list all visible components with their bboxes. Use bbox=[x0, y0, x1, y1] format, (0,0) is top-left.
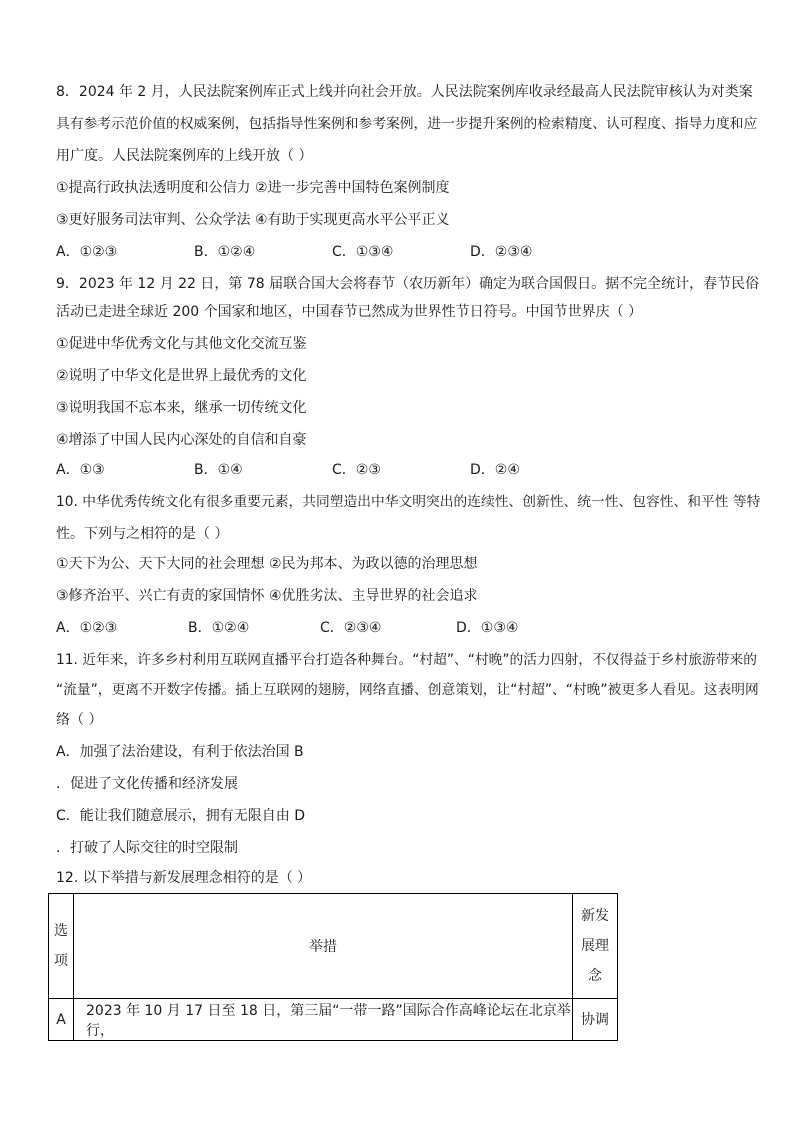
q11-option-d-text: ．打破了人际交往的时空限制 bbox=[56, 840, 238, 856]
q8-option-d: D．②③④ bbox=[470, 244, 533, 260]
header-concept-line-3: 念 bbox=[588, 968, 602, 984]
q10-option-c: C．②③④ bbox=[320, 620, 382, 636]
q10-option-a: A．①②③ bbox=[56, 620, 118, 636]
header-measure-cell bbox=[74, 894, 573, 999]
header-option-cell bbox=[49, 894, 74, 999]
row-concept-cell: 协调 bbox=[573, 999, 618, 1041]
q9-option-c: C．②③ bbox=[332, 462, 381, 478]
q9-option-b: B．①④ bbox=[194, 462, 243, 478]
q8-option-a: A．①②③ bbox=[56, 244, 118, 260]
q10-statement-2: ③修齐治平、兴亡有责的家国情怀 ④优胜劣汰、主导世界的社会追求 bbox=[56, 588, 478, 604]
q9-option-d: D．②④ bbox=[470, 462, 520, 478]
q9-line-1: 9．2023 年 12 月 22 日，第 78 届联合国大会将春节（农历新年）确定为联合国假日。据不完全统计，春节民俗 bbox=[56, 276, 760, 292]
q9-statement-2: ②说明了中华文化是世界上最优秀的文化 bbox=[56, 368, 307, 384]
q10-line-2: 性。下列与之相符的是（ ） bbox=[56, 526, 229, 542]
q11-line-1: 11. 近年来，许多乡村利用互联网直播平台打造各种舞台。“村超”、“村晚”的活力四射，不仅得益于乡村旅游带来的 bbox=[56, 652, 757, 668]
table-row bbox=[49, 999, 618, 1041]
q8-option-b: B．①②④ bbox=[194, 244, 256, 260]
row-measure-text: 2023 年 10 月 17 日至 18 日，第三届“一带一路”国际合作高峰论坛在北京举行， bbox=[86, 1002, 571, 1039]
header-measure-label: 举措 bbox=[309, 939, 337, 955]
header-option-char-1: 选 bbox=[54, 923, 68, 939]
q9-statement-1: ①促进中华优秀文化与其他文化交流互鉴 bbox=[56, 336, 307, 352]
q12-table bbox=[48, 893, 618, 1041]
table-header-row bbox=[49, 894, 618, 999]
q12-stem: 12. 以下举措与新发展理念相符的是（ ） bbox=[56, 870, 312, 886]
q11-option-b-text: ．促进了文化传播和经济发展 bbox=[56, 776, 238, 792]
q8-line-2: 具有参考示范价值的权威案例，包括指导性案例和参考案例，进一步提升案例的检索精度、认可程度、指导力度和应 bbox=[56, 116, 758, 132]
q10-statement-1: ①天下为公、天下大同的社会理想 ②民为邦本、为政以德的治理思想 bbox=[56, 556, 478, 572]
q9-statement-4: ④增添了中国人民内心深处的自信和自豪 bbox=[56, 432, 307, 448]
q11-line-3: 络（ ） bbox=[56, 712, 103, 728]
q11-option-c-line: C．能让我们随意展示，拥有无限自由 D bbox=[56, 808, 306, 824]
q11-option-a-line: A．加强了法治建设，有利于依法治国 B bbox=[56, 744, 304, 760]
q9-option-a: A．①③ bbox=[56, 462, 105, 478]
q9-statement-3: ③说明我国不忘本来，继承一切传统文化 bbox=[56, 400, 307, 416]
q8-option-c: C．①③④ bbox=[332, 244, 394, 260]
q8-line-3: 用广度。人民法院案例库的上线开放（ ） bbox=[56, 148, 313, 164]
row-option-cell: A bbox=[49, 999, 74, 1041]
q8-statement-2: ③更好服务司法审判、公众学法 ④有助于实现更高水平公平正义 bbox=[56, 212, 450, 228]
header-concept-line-2: 展理 bbox=[581, 938, 609, 954]
q10-option-d: D．①③④ bbox=[456, 620, 519, 636]
q8-statement-1: ①提高行政执法透明度和公信力 ②进一步完善中国特色案例制度 bbox=[56, 180, 450, 196]
row-measure-cell bbox=[74, 999, 573, 1041]
header-option-char-2: 项 bbox=[54, 953, 68, 969]
q8-line-1: 8．2024 年 2 月，人民法院案例库正式上线并向社会开放。人民法院案例库收录经最高人民法院审核认为对类案 bbox=[56, 84, 753, 100]
header-concept-cell bbox=[573, 894, 618, 999]
header-concept-line-1: 新发 bbox=[581, 908, 609, 924]
q10-option-b: B．①②④ bbox=[188, 620, 250, 636]
q10-line-1: 10. 中华优秀传统文化有很多重要元素，共同塑造出中华文明突出的连续性、创新性、统一性、包容性、和平性 等特 bbox=[56, 494, 761, 510]
q11-line-2: “流量”，更离不开数字传播。插上互联网的翅膀，网络直播、创意策划，让“村超”、“村晚”被更多人看见。这表明网 bbox=[56, 682, 759, 698]
q9-line-2: 活动已走进全球近 200 个国家和地区，中国春节已然成为世界性节日符号。中国节世界庆（ ） bbox=[56, 304, 643, 320]
